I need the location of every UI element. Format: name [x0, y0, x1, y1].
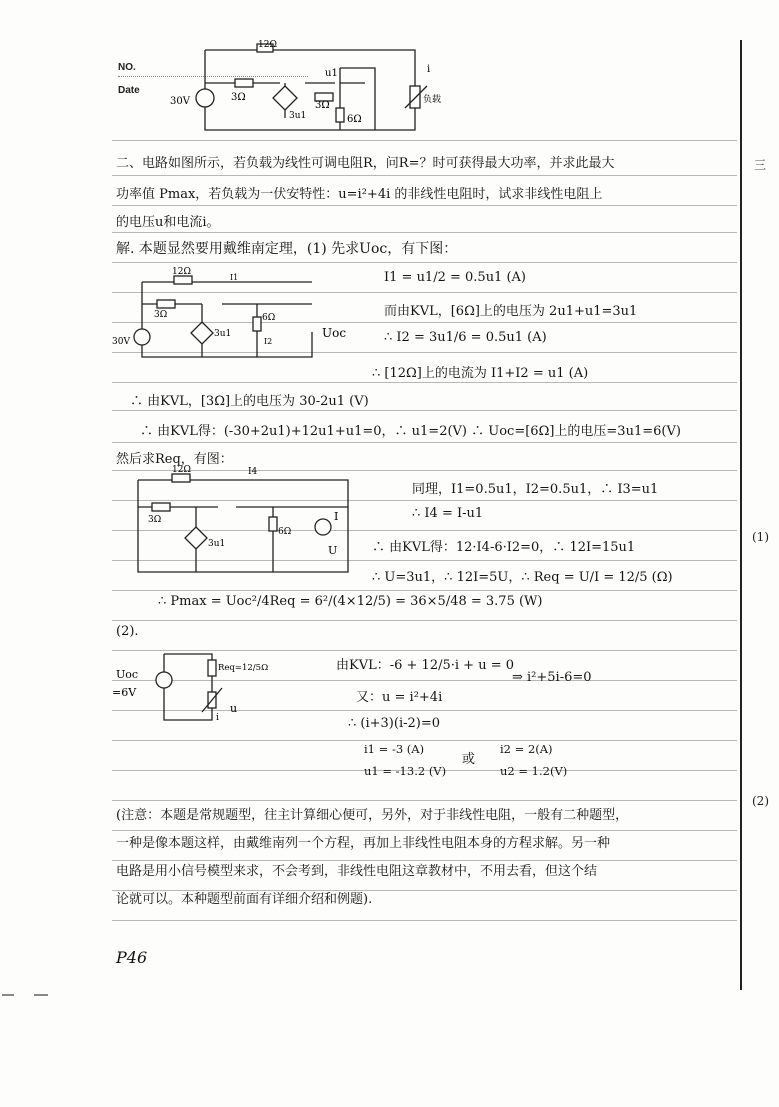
date-label: Date — [118, 85, 140, 96]
fig3-r6: 6Ω — [278, 527, 292, 537]
fig2-r6: 6Ω — [262, 313, 276, 323]
fig2-i1: I1 — [230, 273, 239, 282]
circuit-figure-3 — [128, 462, 358, 582]
fig2-r3: 3Ω — [154, 310, 168, 320]
solution-eq-14: 又：u = i²+4i — [356, 690, 443, 705]
fig2-dep: 3u1 — [214, 329, 232, 339]
solution-u2: u2 = 1.2(V) — [500, 764, 568, 778]
fig1-r-left: 3Ω — [231, 92, 246, 103]
circuit-figure-4 — [112, 648, 269, 724]
solution-line-req: 然后求Req，有图： — [116, 452, 233, 467]
solution-eq-5: ∴ 由KVL，[3Ω]上的电压为 30-2u1 (V) — [130, 394, 369, 409]
fig2-src: 30V — [112, 337, 130, 347]
problem-line-2: 功率值 Pmax，若负载为一伏安特性：u=i²+4i 的非线性电阻时，试求非线性电阻上 — [116, 187, 603, 202]
solution-eq-1: I1 = u1/2 = 0.5u1 (A) — [384, 270, 526, 285]
fig3-u: U — [328, 544, 338, 557]
solution-u1: u1 = -13.2 (V) — [364, 764, 447, 778]
fig4-req: Req=12/5Ω — [218, 663, 269, 673]
solution-or: 或 — [462, 752, 476, 767]
fig3-i4: I4 — [248, 467, 258, 477]
fig3-dep: 3u1 — [208, 539, 226, 549]
solution-eq-13: ⇒ i²+5i-6=0 — [512, 670, 592, 685]
fig4-uoc: Uoc — [116, 668, 139, 681]
problem-line-3: 的电压u和电流i。 — [116, 215, 220, 230]
fig4-v: =6V — [112, 686, 137, 699]
right-margin-marker-2: (1) — [752, 530, 769, 544]
fig1-dep-source: 3u1 — [289, 111, 307, 121]
page-number: P46 — [116, 948, 148, 967]
fig3-r3: 3Ω — [148, 515, 162, 525]
right-margin-marker-3: (2) — [752, 794, 769, 808]
solution-eq-8: ∴ I4 = I-u1 — [412, 506, 484, 521]
circuit-figure-1 — [165, 38, 450, 138]
fig2-uoc: Uoc — [322, 326, 347, 340]
fig2-i2: I2 — [264, 337, 273, 346]
solution-eq-10: ∴ U=3u1，∴ 12I=5U，∴ Req = U/I = 12/5 (Ω) — [372, 570, 673, 585]
solution-i1: i1 = -3 (A) — [364, 742, 425, 756]
right-margin-marker-1: 三 — [754, 158, 767, 172]
fig1-r-mid: 3Ω — [315, 100, 330, 111]
fig1-r-right: 6Ω — [347, 114, 362, 125]
solution-eq-4: ∴ [12Ω]上的电流为 I1+I2 = u1 (A) — [372, 366, 589, 381]
fig3-r12: 12Ω — [172, 465, 191, 475]
solution-eq-2: 而由KVL，[6Ω]上的电压为 2u1+u1=3u1 — [384, 304, 638, 319]
fig1-load: 负载 — [423, 95, 442, 105]
solution-eq-6: ∴ 由KVL得：(-30+2u1)+12u1+u1=0，∴ u1=2(V) ∴ Uoc=[6Ω]上的电压=3u1=6(V) — [140, 424, 681, 439]
fig1-source: 30V — [170, 96, 190, 107]
no-label: NO. — [118, 62, 136, 73]
solution-eq-15: ∴ (i+3)(i-2)=0 — [348, 716, 440, 731]
fig1-u1: u1 — [325, 68, 338, 79]
solution-part-2: (2). — [116, 624, 139, 639]
fig4-u: u — [230, 702, 238, 715]
bottom-dash-marks — [0, 990, 60, 1000]
solution-eq-3: ∴ I2 = 3u1/6 = 0.5u1 (A) — [384, 330, 547, 345]
solution-i2: i2 = 2(A) — [500, 742, 553, 756]
solution-eq-7: 同理，I1=0.5u1，I2=0.5u1，∴ I3=u1 — [412, 482, 659, 497]
solution-eq-12: 由KVL：-6 + 12/5·i + u = 0 — [336, 658, 514, 673]
fig3-i: I — [334, 510, 339, 523]
fig2-r12: 12Ω — [172, 267, 191, 277]
margin-line — [740, 40, 742, 990]
remarks-line-3: 电路是用小信号模型来求，不会考到，非线性电阻这章教材中，不用去看，但这个结 — [116, 864, 598, 879]
fig4-i: i — [216, 713, 219, 723]
remarks-line-1: (注意：本题是常规题型，往主计算细心便可，另外，对于非线性电阻，一般有二种题型， — [116, 808, 629, 823]
fig1-r-top: 12Ω — [258, 40, 277, 50]
solution-eq-9: ∴ 由KVL得：12·I4-6·I2=0，∴ 12I=15u1 — [372, 540, 636, 555]
remarks-line-4: 论就可以。本种题型前面有详细介绍和例题). — [116, 892, 373, 907]
remarks-line-2: 一种是像本题这样，由戴维南列一个方程，再加上非线性电阻本身的方程求解。另一种 — [116, 836, 611, 851]
solution-eq-11: ∴ Pmax = Uoc²/4Req = 6²/(4×12/5) = 36×5/48 = 3.75 (W) — [158, 594, 543, 609]
circuit-figure-2 — [112, 262, 372, 367]
problem-line-1: 二、电路如图所示，若负载为线性可调电阻R，问R=？时可获得最大功率，并求此最大 — [116, 156, 615, 171]
fig1-i: i — [427, 64, 431, 75]
solution-line-1: 解. 本题显然要用戴维南定理，(1) 先求Uoc，有下图： — [116, 241, 458, 257]
